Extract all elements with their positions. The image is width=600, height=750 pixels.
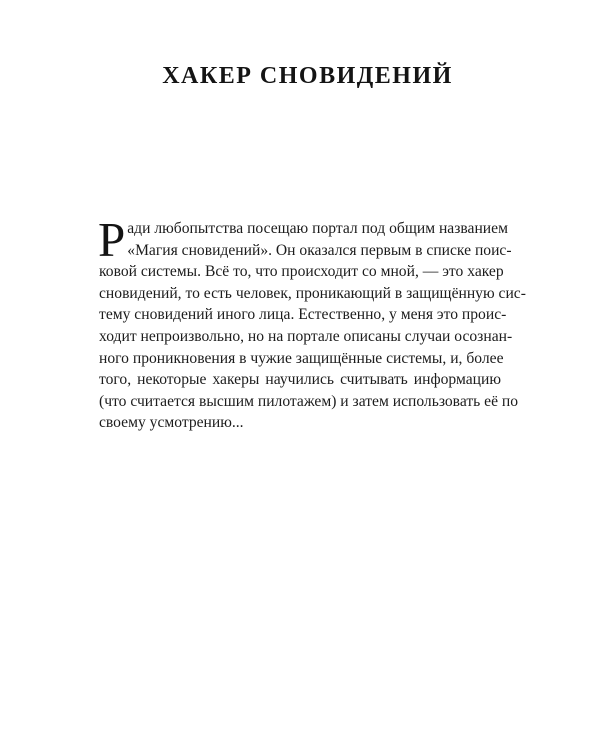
chapter-title: ХАКЕР СНОВИДЕНИЙ (162, 63, 453, 89)
text-line: (что считается высшим пилотажем) и затем использовать её по (99, 392, 519, 410)
text-line: ади любопытства посещаю портал под общим названием (127, 220, 508, 237)
text-line: сновидений, то есть человек, проникающий в защищённую сис- (99, 284, 526, 302)
text-line: ходит непроизвольно, но на портале описаны случаи осознан- (99, 327, 513, 345)
text-line: того, некоторые хакеры научились считывать информацию (99, 371, 501, 389)
body-paragraph (98, 212, 526, 434)
drop-cap: Р (98, 212, 126, 267)
text-line: своему усмотрению... (99, 414, 244, 432)
text-line: «Магия сновидений». Он оказался первым в списке поис- (127, 241, 512, 259)
text-line: ного проникновения в чужие защищённые системы, и, более (99, 349, 504, 367)
text-line: ковой системы. Всё то, что происходит со мной, — это хакер (99, 263, 504, 281)
text-line: тему сновидений иного лица. Естественно, у меня это проис- (99, 306, 507, 324)
